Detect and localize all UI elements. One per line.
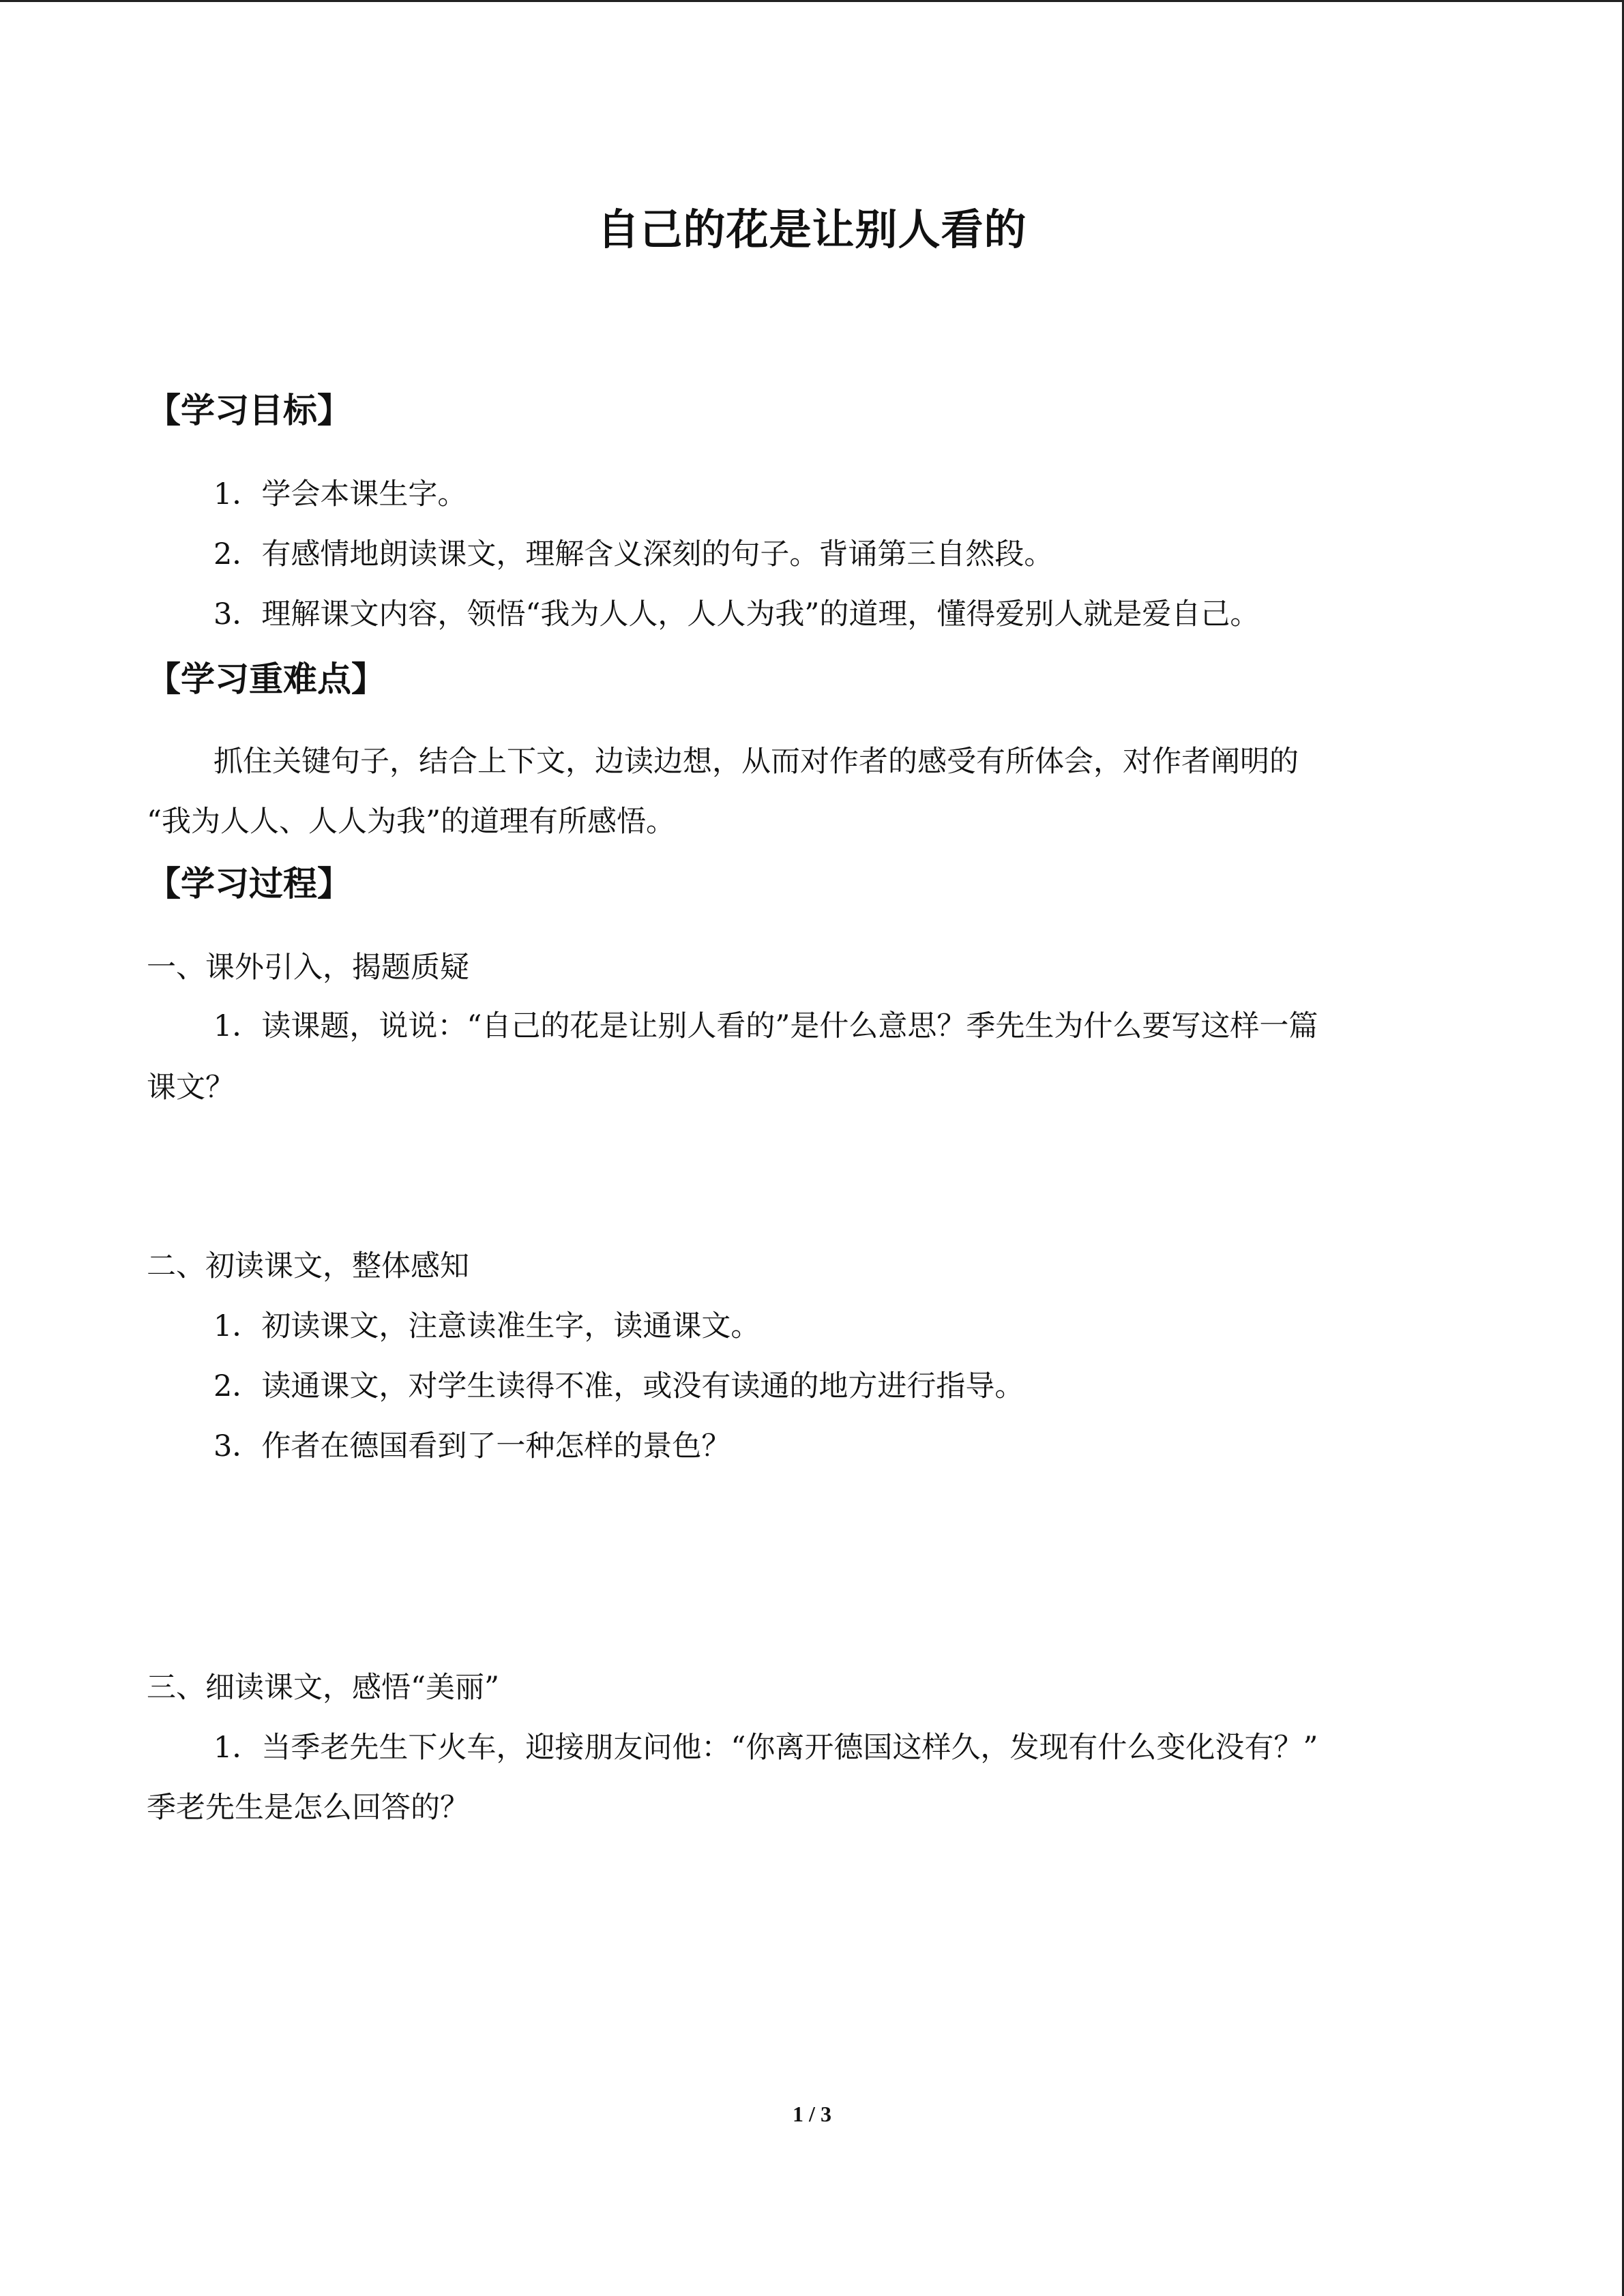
part2-item-2: 2．读通课文，对学生读得不准，或没有读通的地方进行指导。 xyxy=(213,1369,1024,1403)
objectives-heading: 【学习目标】 xyxy=(147,391,351,430)
part1-question-line-2: 课文？ xyxy=(147,1071,235,1105)
objective-item-3: 3．理解课文内容，领悟“我为人人，人人为我”的道理，懂得爱别人就是爱自己。 xyxy=(213,597,1260,631)
process-heading: 【学习过程】 xyxy=(147,864,351,904)
objective-item-2: 2．有感情地朗读课文，理解含义深刻的句子。背诵第三自然段。 xyxy=(213,537,1054,571)
part1-question-line-1: 1．读课题，说说：“自己的花是让别人看的”是什么意思？季先生为什么要写这样一篇 xyxy=(213,1009,1318,1043)
part1-title: 一、课外引入，揭题质疑 xyxy=(147,951,469,985)
objective-item-1: 1．学会本课生字。 xyxy=(213,477,467,511)
key-points-heading: 【学习重难点】 xyxy=(147,659,385,699)
page-number: 1 / 3 xyxy=(793,2102,831,2126)
part2-item-3: 3．作者在德国看到了一种怎样的景色？ xyxy=(213,1429,731,1463)
part3-title: 三、细读课文，感悟“美丽” xyxy=(147,1671,499,1705)
document-title: 自己的花是让别人看的 xyxy=(597,205,1027,254)
key-points-line-2: “我为人人、人人为我”的道理有所感悟。 xyxy=(147,805,675,839)
key-points-line-1: 抓住关键句子，结合上下文，边读边想，从而对作者的感受有所体会，对作者阐明的 xyxy=(213,745,1299,779)
part2-title: 二、初读课文，整体感知 xyxy=(147,1249,469,1283)
part2-item-1: 1．初读课文，注意读准生字，读通课文。 xyxy=(213,1309,761,1343)
part3-question-line-1: 1．当季老先生下火车，迎接朋友问他：“你离开德国这样久，发现有什么变化没有？” xyxy=(213,1731,1318,1765)
part3-question-line-2: 季老先生是怎么回答的？ xyxy=(147,1791,469,1825)
page-border-top xyxy=(0,0,1624,2)
